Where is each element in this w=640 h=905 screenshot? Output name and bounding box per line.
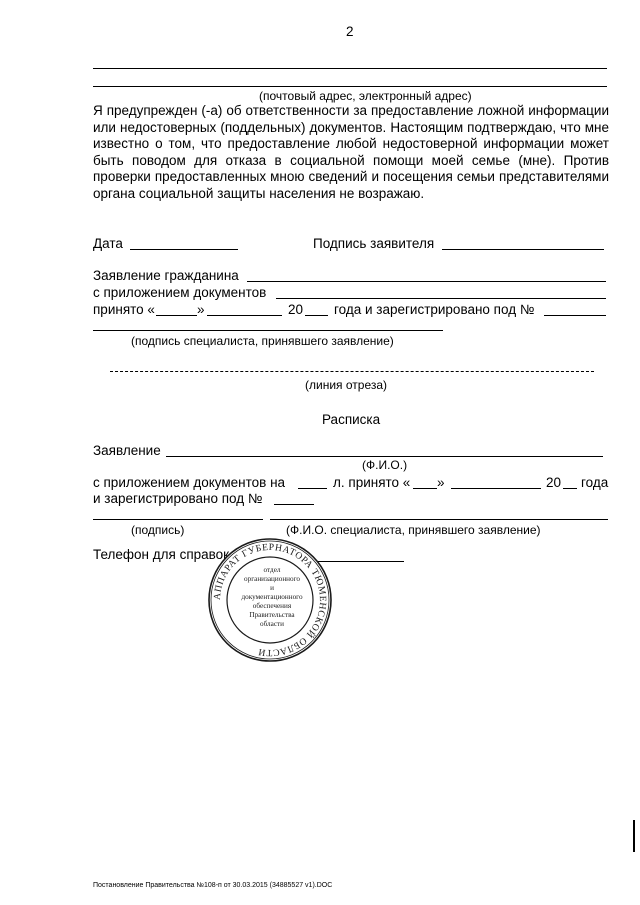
receipt-quote-close: » (437, 475, 445, 490)
receipt-day-line[interactable] (413, 488, 437, 489)
receipt-signature-line[interactable] (93, 519, 263, 520)
accepted-prefix: принято « (93, 302, 155, 317)
receipt-title: Расписка (322, 412, 381, 427)
receipt-sheets-label: л. принято « (333, 475, 411, 490)
stamp-line-5: обеспечения (252, 602, 292, 610)
receipt-year-line[interactable] (563, 488, 577, 489)
documents-line[interactable] (276, 298, 606, 299)
receipt-number-line[interactable] (274, 504, 314, 505)
scan-edge-mark (633, 820, 635, 852)
accepted-number-line[interactable] (544, 315, 606, 316)
stamp-ring-text: АППАРАТ ГУБЕРНАТОРА ТЮМЕНСКОЙ ОБЛАСТИ (211, 541, 329, 659)
address-line-2 (93, 86, 607, 87)
receipt-specialist-fio-line[interactable] (270, 519, 608, 520)
application-citizen-label: Заявление гражданина (93, 268, 239, 283)
stamp-line-2: организационного (244, 575, 300, 583)
declaration-paragraph: Я предупрежден (-а) об ответственности за предоставление ложной информации или недостоверных (поддельных) документов. Настоящим подтверждаю, что мне известно о том, что предоставление любой недостоверной информации может быть поводом для отказа в социальной помощи моей семье (мне). Против проверки предоставленных мною сведений и посещения семьи представителями органа социальной защиты населения не возражаю. (93, 103, 609, 201)
receipt-registered-label: и зарегистрировано под № (93, 491, 263, 506)
signature-caption: (подпись) (131, 523, 185, 537)
document-footer: Постановление Правительства №108-п от 30.03.2015 (34885527 v1).DOC (93, 882, 333, 889)
page-number: 2 (346, 24, 354, 39)
stamp-line-4: документационного (241, 593, 303, 601)
receipt-year-suffix: года (581, 475, 609, 490)
fio-caption: (Ф.И.О.) (362, 458, 408, 472)
date-label: Дата (93, 236, 123, 251)
receipt-year-prefix: 20 (546, 475, 562, 490)
stamp-line-6: Правительства (249, 611, 295, 619)
stamp-line-1: отдел (263, 566, 281, 574)
receipt-application-line[interactable] (166, 456, 603, 457)
receipt-application-label: Заявление (93, 443, 161, 458)
cut-line-caption: (линия отреза) (305, 378, 388, 392)
specialist-signature-line[interactable] (93, 330, 443, 331)
accepted-year-line[interactable] (305, 315, 328, 316)
applicant-signature-line[interactable] (442, 249, 604, 250)
phone-label: Телефон для справок (93, 547, 230, 562)
accepted-day-line[interactable] (156, 315, 197, 316)
receipt-sheets-line[interactable] (298, 488, 327, 489)
receipt-docs-prefix: с приложением документов на (93, 475, 286, 490)
with-documents-label: с приложением документов (93, 285, 267, 300)
accepted-registered-label: года и зарегистрировано под № (334, 302, 535, 317)
specialist-fio-caption: (Ф.И.О. специалиста, принявшего заявление) (286, 523, 541, 537)
address-caption: (почтовый адрес, электронный адрес) (259, 89, 472, 103)
receipt-month-line[interactable] (451, 488, 541, 489)
address-line-1 (93, 68, 607, 69)
official-stamp (208, 538, 332, 662)
cut-line (110, 371, 594, 372)
stamp-line-3: и (270, 584, 274, 592)
stamp-line-7: области (259, 620, 285, 628)
date-field-line[interactable] (130, 249, 238, 250)
accepted-year-prefix: 20 (288, 302, 304, 317)
accepted-quote-close: » (197, 302, 205, 317)
applicant-signature-label: Подпись заявителя (313, 236, 435, 251)
accepted-month-line[interactable] (207, 315, 282, 316)
citizen-name-line[interactable] (247, 281, 606, 282)
specialist-signature-caption: (подпись специалиста, принявшего заявление) (131, 334, 394, 348)
